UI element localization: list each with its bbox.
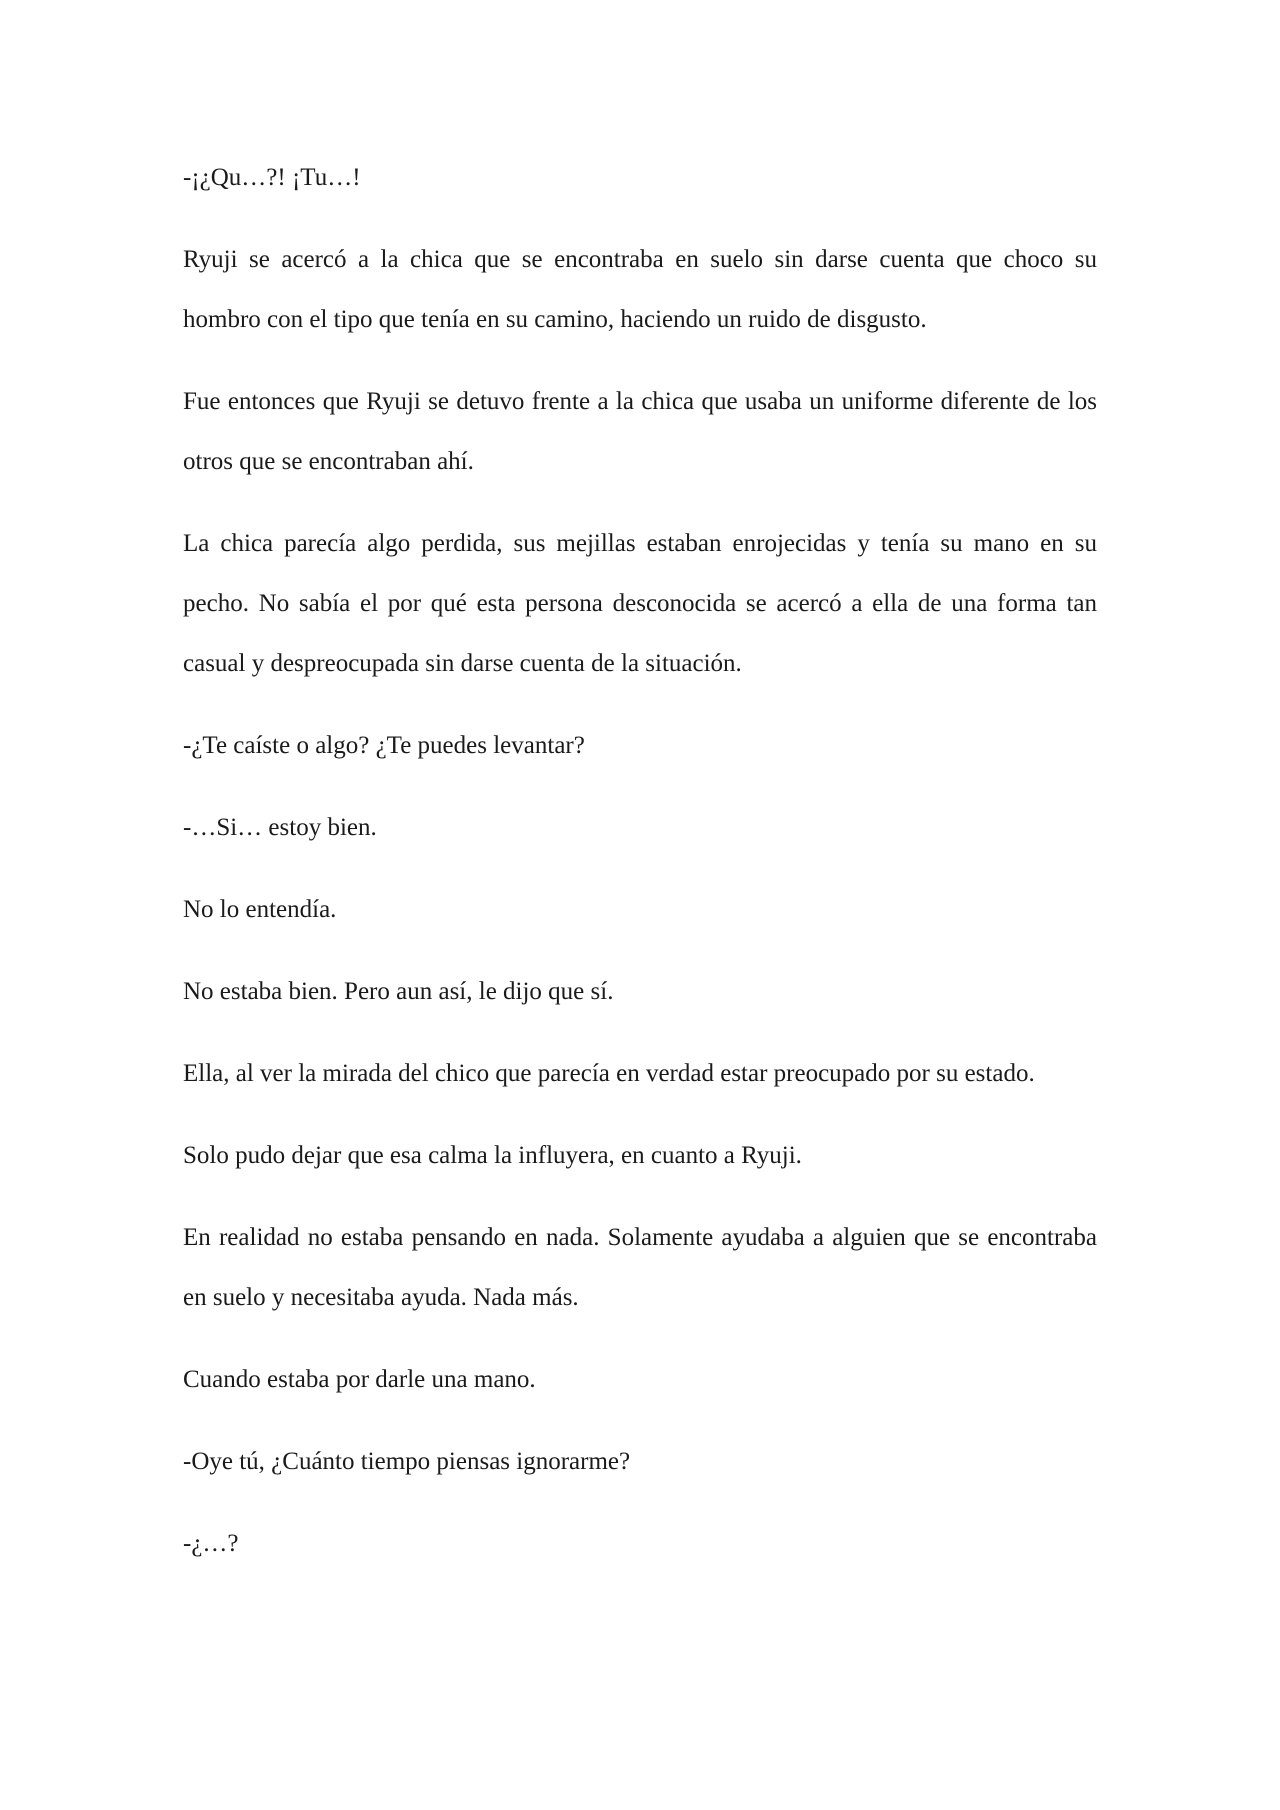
paragraph-8: No estaba bien. Pero aun así, le dijo que sí. <box>183 978 614 1005</box>
paragraph-4: La chica parecía algo perdida, sus mejillas estaban enrojecidas y tenía su mano en su pecho. No sabía el por qué esta persona desconocida se acercó a ella de una forma tan casual y despreocupada sin darse cuenta de la situación. <box>183 530 1097 677</box>
paragraph-12: Cuando estaba por darle una mano. <box>183 1366 536 1393</box>
paragraph-2: Ryuji se acercó a la chica que se encontraba en suelo sin darse cuenta que choco su hombro con el tipo que tenía en su camino, haciendo un ruido de disgusto. <box>183 246 1097 333</box>
paragraph-7: No lo entendía. <box>183 896 337 923</box>
paragraph-13: -Oye tú, ¿Cuánto tiempo piensas ignorarme? <box>183 1448 631 1475</box>
paragraph-5: -¿Te caíste o algo? ¿Te puedes levantar? <box>183 732 585 759</box>
paragraph-3: Fue entonces que Ryuji se detuvo frente a la chica que usaba un uniforme diferente de los otros que se encontraban ahí. <box>183 388 1097 475</box>
paragraph-14: -¿…? <box>183 1530 239 1557</box>
paragraph-1: -¡¿Qu…?! ¡Tu…! <box>183 164 361 191</box>
paragraph-11: En realidad no estaba pensando en nada. Solamente ayudaba a alguien que se encontraba en suelo y necesitaba ayuda. Nada más. <box>183 1224 1097 1311</box>
paragraph-10: Solo pudo dejar que esa calma la influyera, en cuanto a Ryuji. <box>183 1142 802 1169</box>
paragraph-6: -…Si… estoy bien. <box>183 814 377 841</box>
paragraph-9: Ella, al ver la mirada del chico que parecía en verdad estar preocupado por su estado. <box>183 1060 1035 1087</box>
document-body <box>183 148 1097 1596</box>
